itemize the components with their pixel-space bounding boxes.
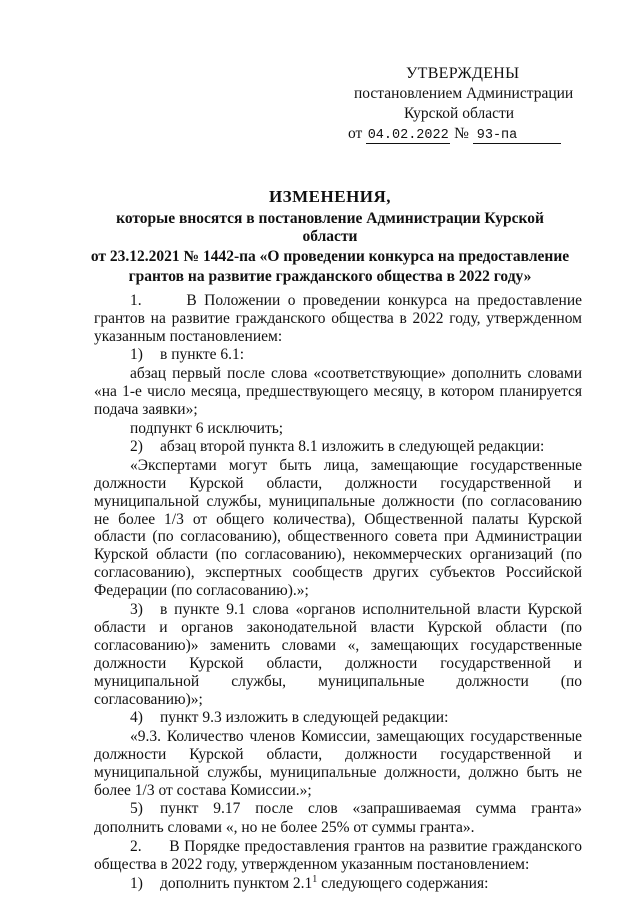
list-item-5 <box>94 800 582 818</box>
list-item-number: 3) <box>130 600 143 618</box>
heading-subtitle-1: которые вносятся в постановление Администрации Курской области <box>116 210 544 245</box>
list-item-4 <box>94 709 582 727</box>
list-item-text-b: следующего содержания: <box>317 874 489 892</box>
list-item-number: 2) <box>130 438 143 456</box>
list-item-text <box>160 875 582 893</box>
heading-title: ИЗМЕНЕНИЯ, <box>268 187 392 206</box>
list-item-3-continuation: области и органов законодательной власти Курской области (по согласованию)» заменить словами «, замещающих государственные должности Курской области, должности государственной и муниципальной службы, муниципальные должности (по согласованию)»; <box>94 619 582 708</box>
list-item-text: абзац второй пункта 8.1 изложить в следующей редакции: <box>160 438 545 456</box>
list-item-6 <box>94 875 582 893</box>
section-2-number: 2. <box>130 837 142 855</box>
section-1-text: В Положении о проведении конкурса на предоставление грантов на развитие гражданского общества в 2022 году, утвержденном указанным постановлением: <box>94 292 582 345</box>
list-item-5-continuation: дополнить словами «, но не более 25% от суммы гранта». <box>94 819 475 837</box>
list-item-text: в пункте 6.1: <box>160 346 245 364</box>
list-item-number: 1) <box>130 346 143 364</box>
approval-number: 93-па <box>473 128 561 144</box>
list-item-text: в пункте 9.1 слова «органов исполнительной власти Курской <box>160 600 582 618</box>
paragraph-1: абзац первый после слова «соответствующие» дополнить словами «на 1-е число месяца, предшествующего месяцу, в котором планируется подача заявки»; <box>94 365 582 418</box>
section-1-number: 1. <box>130 292 142 309</box>
approval-block <box>348 64 588 144</box>
heading-subtitle-3: грантов на развитие гражданского общества в 2022 году» <box>128 268 532 285</box>
approval-date-line <box>348 124 588 144</box>
paragraph-3: «Экспертами могут быть лица, замещающие государственные должности Курской области, должности государственной и муниципальной службы, муниципальные должности (по согласованию не более 1/3 от общего количества), Общественной палаты Курской области (по согласованию), общественного совета при Администрации Курской области (по согласованию), некоммерческих организаций (по согласованию), экспертных сообществ других субъектов Российской Федерации (по согласованию).»; <box>94 457 582 599</box>
list-item-text: пункт 9.3 изложить в следующей редакции: <box>160 709 449 727</box>
list-item-number: 4) <box>130 709 143 727</box>
paragraph-4: «9.3. Количество членов Комиссии, замещающих государственные должности Курской области, должности государственной и муниципальной службы, муниципальные должности, должно быть не более 1/3 от состава Комиссии.»; <box>94 728 582 799</box>
heading-subtitle-2: от 23.12.2021 № 1442-па «О проведении конкурса на предоставление <box>90 248 570 265</box>
section-2 <box>94 838 582 874</box>
approval-title: УТВЕРЖДЕНЫ <box>406 65 520 82</box>
section-2-text: В Порядке предоставления грантов на развитие гражданского общества в 2022 году, утвержденном указанным постановлением: <box>94 837 582 873</box>
document-heading <box>90 186 570 286</box>
list-item-text-a: дополнить пунктом 2.1 <box>160 874 313 892</box>
superscript: 1 <box>312 873 318 885</box>
date-prefix: от <box>348 125 363 142</box>
list-item-number: 5) <box>130 800 143 818</box>
number-prefix: № <box>454 125 469 142</box>
approval-authority: постановлением Администрации <box>354 85 574 102</box>
approval-date: 04.02.2022 <box>367 128 449 143</box>
list-item-number: 1) <box>130 874 143 892</box>
list-item-2 <box>94 438 582 456</box>
list-item-3 <box>94 601 582 619</box>
paragraph-2: подпункт 6 исключить; <box>130 419 284 437</box>
document-body <box>94 292 582 893</box>
list-item-1 <box>94 346 582 364</box>
list-item-text: пункт 9.17 после слов «запрашиваемая сумма гранта» <box>160 800 582 818</box>
approval-region: Курской области <box>404 105 515 122</box>
section-1 <box>94 292 582 345</box>
